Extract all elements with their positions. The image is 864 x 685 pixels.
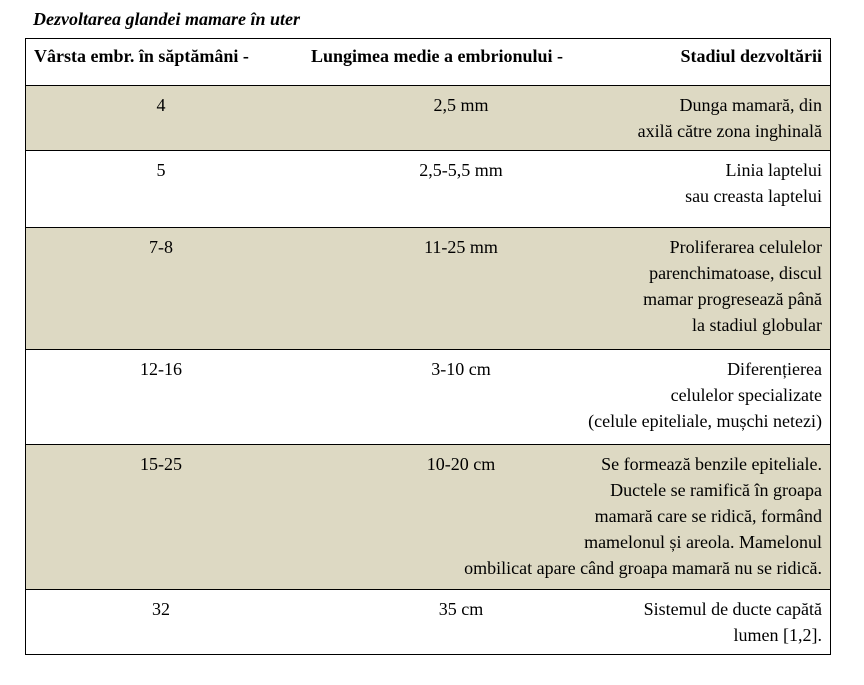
length-cell: 10-20 cm xyxy=(426,454,496,474)
table-row xyxy=(26,227,830,349)
length-cell: 11-25 mm xyxy=(424,237,498,257)
stage-cell: Sistemul de ducte capătă lumen [1,2]. xyxy=(643,599,822,645)
table-row xyxy=(26,444,830,589)
age-cell: 12-16 xyxy=(140,359,182,379)
table-header-row xyxy=(26,39,830,85)
age-cell: 15-25 xyxy=(140,454,182,474)
length-cell: 35 cm xyxy=(438,599,484,619)
table-caption: Dezvoltarea glandei mamare în uter xyxy=(33,9,300,29)
length-cell: 3-10 cm xyxy=(431,359,491,379)
header-length: Lungimea medie a embrionului - xyxy=(311,46,564,66)
table-row xyxy=(26,589,830,654)
stage-cell: Proliferarea celulelor parenchimatoase, discul mamar progresează până la stadiul globular xyxy=(643,237,822,335)
development-table xyxy=(25,38,831,655)
header-stage: Stadiul dezvoltării xyxy=(680,46,822,66)
stage-cell: Diferențierea celulelor specializate (celule epiteliale, mușchi netezi) xyxy=(588,359,822,431)
age-cell: 7-8 xyxy=(149,237,173,257)
age-cell: 5 xyxy=(156,160,166,180)
stage-cell: Se formează benzile epiteliale. Ductele se ramifică în groapa mamară care se ridică, formând mamelonul și areola. Mamelonul ombilicat apare când groapa mamară nu se ridică. xyxy=(464,454,822,578)
table-row xyxy=(26,150,830,227)
length-cell: 2,5 mm xyxy=(433,95,489,115)
length-cell: 2,5-5,5 mm xyxy=(419,160,503,180)
header-age: Vârsta embr. în săptămâni - xyxy=(34,46,249,66)
age-cell: 4 xyxy=(156,95,166,115)
table-row xyxy=(26,349,830,444)
stage-cell: Linia laptelui sau creasta laptelui xyxy=(685,160,822,206)
age-cell: 32 xyxy=(152,599,170,619)
table-row xyxy=(26,85,830,150)
stage-cell: Dunga mamară, din axilă către zona inghinală xyxy=(637,95,822,141)
